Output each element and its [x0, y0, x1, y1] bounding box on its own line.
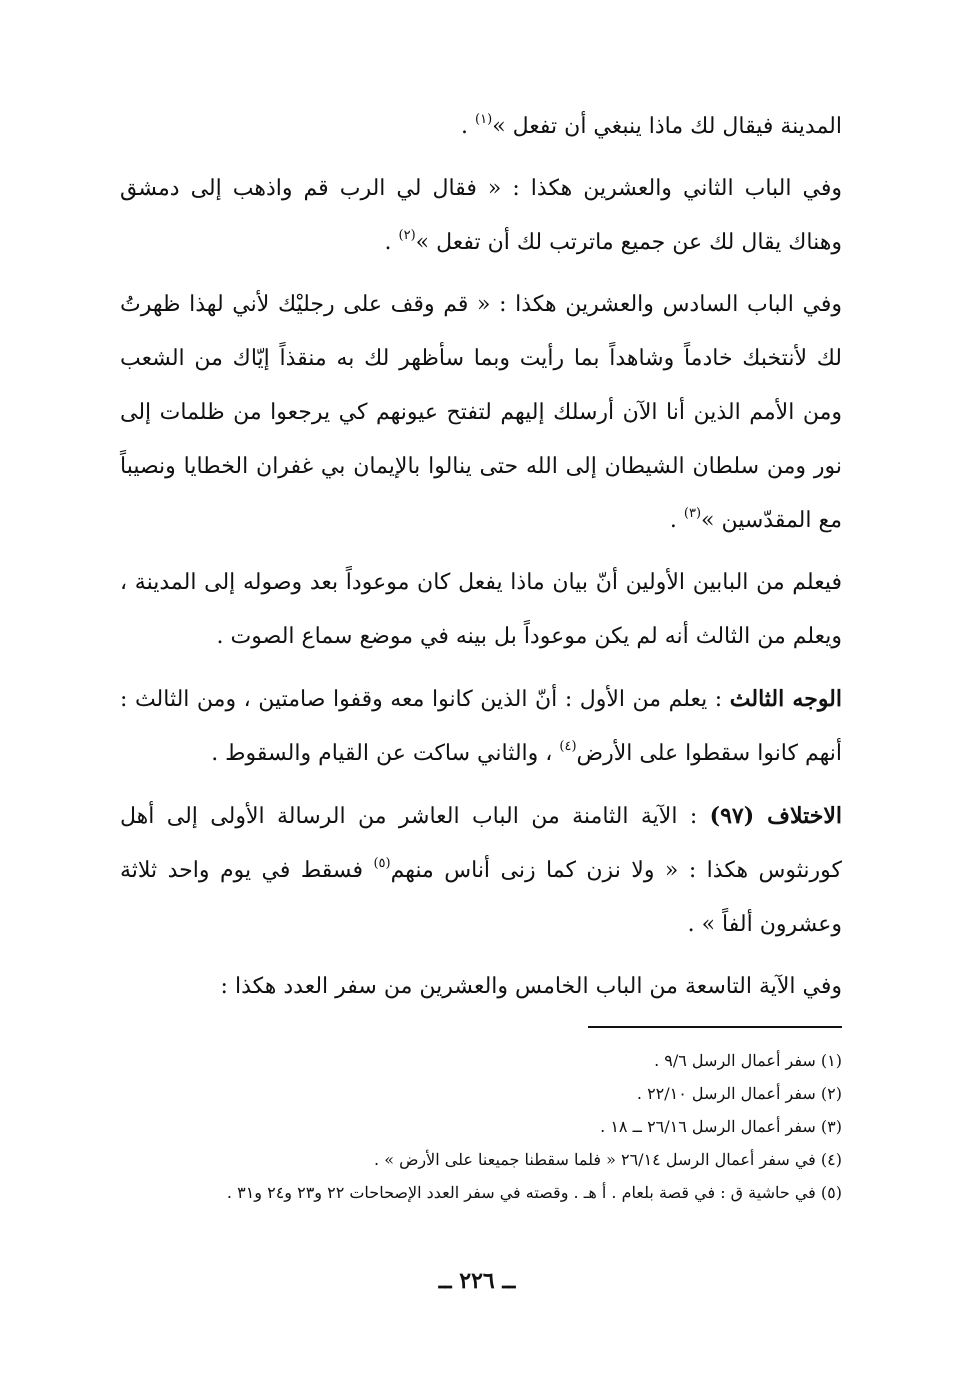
footnote-ref: (١) [475, 112, 493, 127]
paragraph-text: : الآية الثامنة من الباب العاشر من الرسالة الأولى إلى أهل كورنثوس هكذا : « ولا نزن كما زنى أناس منهم [120, 804, 842, 883]
section-heading: الاختلاف (٩٧) [709, 803, 842, 829]
section-heading: الوجه الثالث [729, 686, 842, 712]
paragraph-text: وفي الباب السادس والعشرين هكذا : « قم وقف على رجليْك لأني لهذا ظهرتُ لك لأنتخبك خادماً وشاهداً بما رأيت وبما سأظهر لك به منقذاً إيّاك من الشعب ومن الأمم الذين أنا الآن أرسلك إليهم لتفتح عيونهم كي يرجعوا من ظلمات إلى نور ومن سلطان الشيطان إلى الله حتى ينالوا بالإيمان بي غفران الخطايا ونصيباً مع المقدّسين » [120, 292, 842, 533]
paragraph-text: فيعلم من البابين الأولين أنّ بيان ماذا يفعل كان موعوداً بعد وصوله إلى المدينة ، ويعلم من الثالث أنه لم يكن موعوداً بل بينه في موضع سماع الصوت . [120, 570, 842, 649]
main-text [120, 100, 842, 1022]
paragraph-text: . [669, 508, 684, 533]
footnote-2: (٢) سفر أعمال الرسل ٢٢/١٠ . [636, 1084, 842, 1103]
paragraph-text: . [461, 114, 476, 139]
footnote-ref: (٤) [559, 739, 577, 754]
paragraph-4 [120, 556, 842, 664]
paragraph-6 [120, 789, 842, 952]
footnotes [118, 1044, 842, 1209]
footnote-5: (٥) في حاشية ق : في قصة بلعام . أ هـ . وقصته في سفر العدد الإصحاحات ٢٢ و٢٣ و٢٤ و٣١ . [226, 1183, 842, 1202]
paragraph-1 [120, 100, 842, 154]
paragraph-text: فسقط في يوم واحد ثلاثة وعشرون ألفاً » . [120, 858, 842, 937]
footnote-ref: (٥) [373, 856, 391, 871]
footnote-3: (٣) سفر أعمال الرسل ٢٦/١٦ ــ ١٨ . [600, 1117, 842, 1136]
paragraph-text: . [384, 230, 399, 255]
paragraph-5 [120, 672, 842, 781]
footnote-1: (١) سفر أعمال الرسل ٩/٦ . [654, 1051, 842, 1070]
paragraph-text: : يعلم من الأول : أنّ الذين كانوا معه وقفوا صامتين ، ومن الثالث : أنهم كانوا سقطوا على الأرض [120, 687, 842, 766]
paragraph-text: ، والثاني ساكت عن القيام والسقوط . [211, 741, 560, 766]
page-number: ــ ٢٢٦ ــ [438, 1268, 516, 1294]
footnote-4: (٤) في سفر أعمال الرسل ٢٦/١٤ « فلما سقطنا جميعنا على الأرض » . [374, 1150, 842, 1169]
footnote-ref: (٢) [398, 228, 416, 243]
paragraph-text: وفي الباب الثاني والعشرين هكذا : « فقال لي الرب قم واذهب إلى دمشق وهناك يقال لك عن جميع ماترتب لك أن تفعل » [120, 176, 842, 255]
paragraph-text: وفي الآية التاسعة من الباب الخامس والعشرين من سفر العدد هكذا : [220, 974, 842, 999]
footnote-ref: (٣) [683, 506, 702, 521]
paragraph-3 [120, 278, 842, 548]
paragraph-text: المدينة فيقال لك ماذا ينبغي أن تفعل » [492, 114, 842, 139]
paragraph-7 [120, 960, 842, 1014]
paragraph-2 [120, 162, 842, 270]
footnote-divider [588, 1026, 842, 1028]
